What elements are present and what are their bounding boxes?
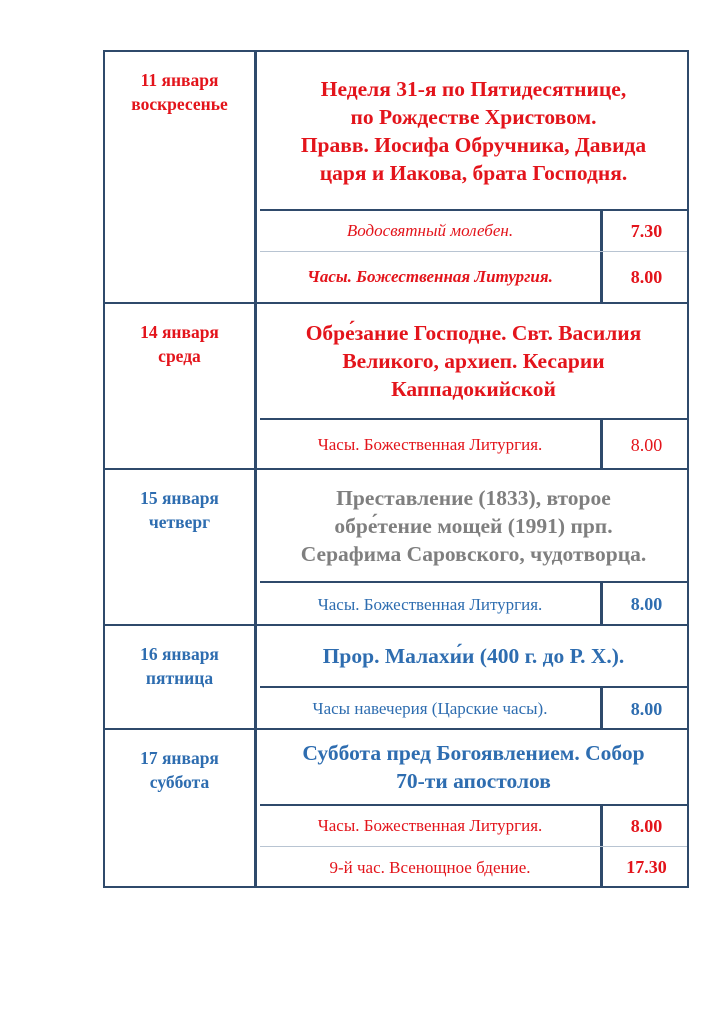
title-line: Великого, архиеп. Кесарии <box>342 349 605 373</box>
service-row <box>260 686 687 730</box>
day-date: 16 января <box>140 644 219 664</box>
service-time: 8.00 <box>630 434 663 455</box>
service-time: 8.00 <box>630 266 663 287</box>
day-date: 17 января <box>140 748 219 768</box>
title-line: Серафима Саровского, чудотворца. <box>300 541 647 566</box>
service-name: Часы навечерия (Царские часы). <box>260 688 603 730</box>
service-time: 8.00 <box>630 815 663 836</box>
day-row <box>105 52 687 302</box>
day-row <box>105 624 687 730</box>
day-date: 11 января <box>140 70 219 90</box>
title-line: царя и Иакова, брата Господня. <box>319 160 628 185</box>
day-date: 14 января <box>140 322 219 342</box>
title-line: Каппадокийской <box>391 377 556 401</box>
title-line: Правв. Иосифа Обручника, Давида <box>300 132 647 157</box>
day-row <box>105 468 687 626</box>
day-date-cell <box>105 730 257 888</box>
day-title <box>260 304 687 418</box>
title-line: Неделя 31-я по Пятидесятнице, <box>320 76 627 101</box>
service-row <box>260 804 687 846</box>
title-line: Обре́зание Господне. Свт. Василия <box>305 321 642 345</box>
service-time: 8.00 <box>630 594 663 614</box>
schedule-table <box>103 50 689 888</box>
service-name: Часы. Божественная Литургия. <box>260 806 603 846</box>
service-name: Часы. Божественная Литургия. <box>260 420 603 470</box>
title-line: Суббота пред Богоявлением. Собор <box>302 741 645 765</box>
day-weekday: воскресенье <box>131 94 228 114</box>
service-row <box>260 251 687 302</box>
service-row <box>260 209 687 251</box>
day-date-cell <box>105 52 257 302</box>
day-weekday: пятница <box>145 668 214 688</box>
day-date: 15 января <box>140 488 219 508</box>
title-line: Прор. Малахи́и (400 г. до Р. Х.). <box>322 644 625 668</box>
service-row <box>260 846 687 888</box>
day-title <box>260 52 687 209</box>
day-title <box>260 470 687 581</box>
title-line: Преставление (1833), второе <box>336 485 611 510</box>
service-name: Часы. Божественная Литургия. <box>260 252 603 302</box>
day-row <box>105 302 687 470</box>
service-name: 9-й час. Всенощное бдение. <box>260 847 603 888</box>
day-date-cell <box>105 304 257 470</box>
title-line: по Рождестве Христовом. <box>350 104 597 129</box>
day-weekday: четверг <box>148 512 211 532</box>
service-time: 7.30 <box>630 220 663 241</box>
service-time: 8.00 <box>630 698 663 719</box>
day-weekday: суббота <box>149 772 210 792</box>
service-name: Водосвятный молебен. <box>260 211 603 251</box>
service-time: 17.30 <box>626 857 667 877</box>
day-title <box>260 730 687 804</box>
title-line: 70-ти апостолов <box>396 769 551 793</box>
service-row <box>260 418 687 470</box>
day-weekday: среда <box>158 346 201 366</box>
day-date-cell <box>105 626 257 730</box>
day-date-cell <box>105 470 257 626</box>
service-row <box>260 581 687 626</box>
day-row <box>105 728 687 888</box>
day-title <box>260 626 687 686</box>
service-name: Часы. Божественная Литургия. <box>260 583 603 626</box>
title-line: обре́тение мощей (1991) прп. <box>334 513 613 538</box>
